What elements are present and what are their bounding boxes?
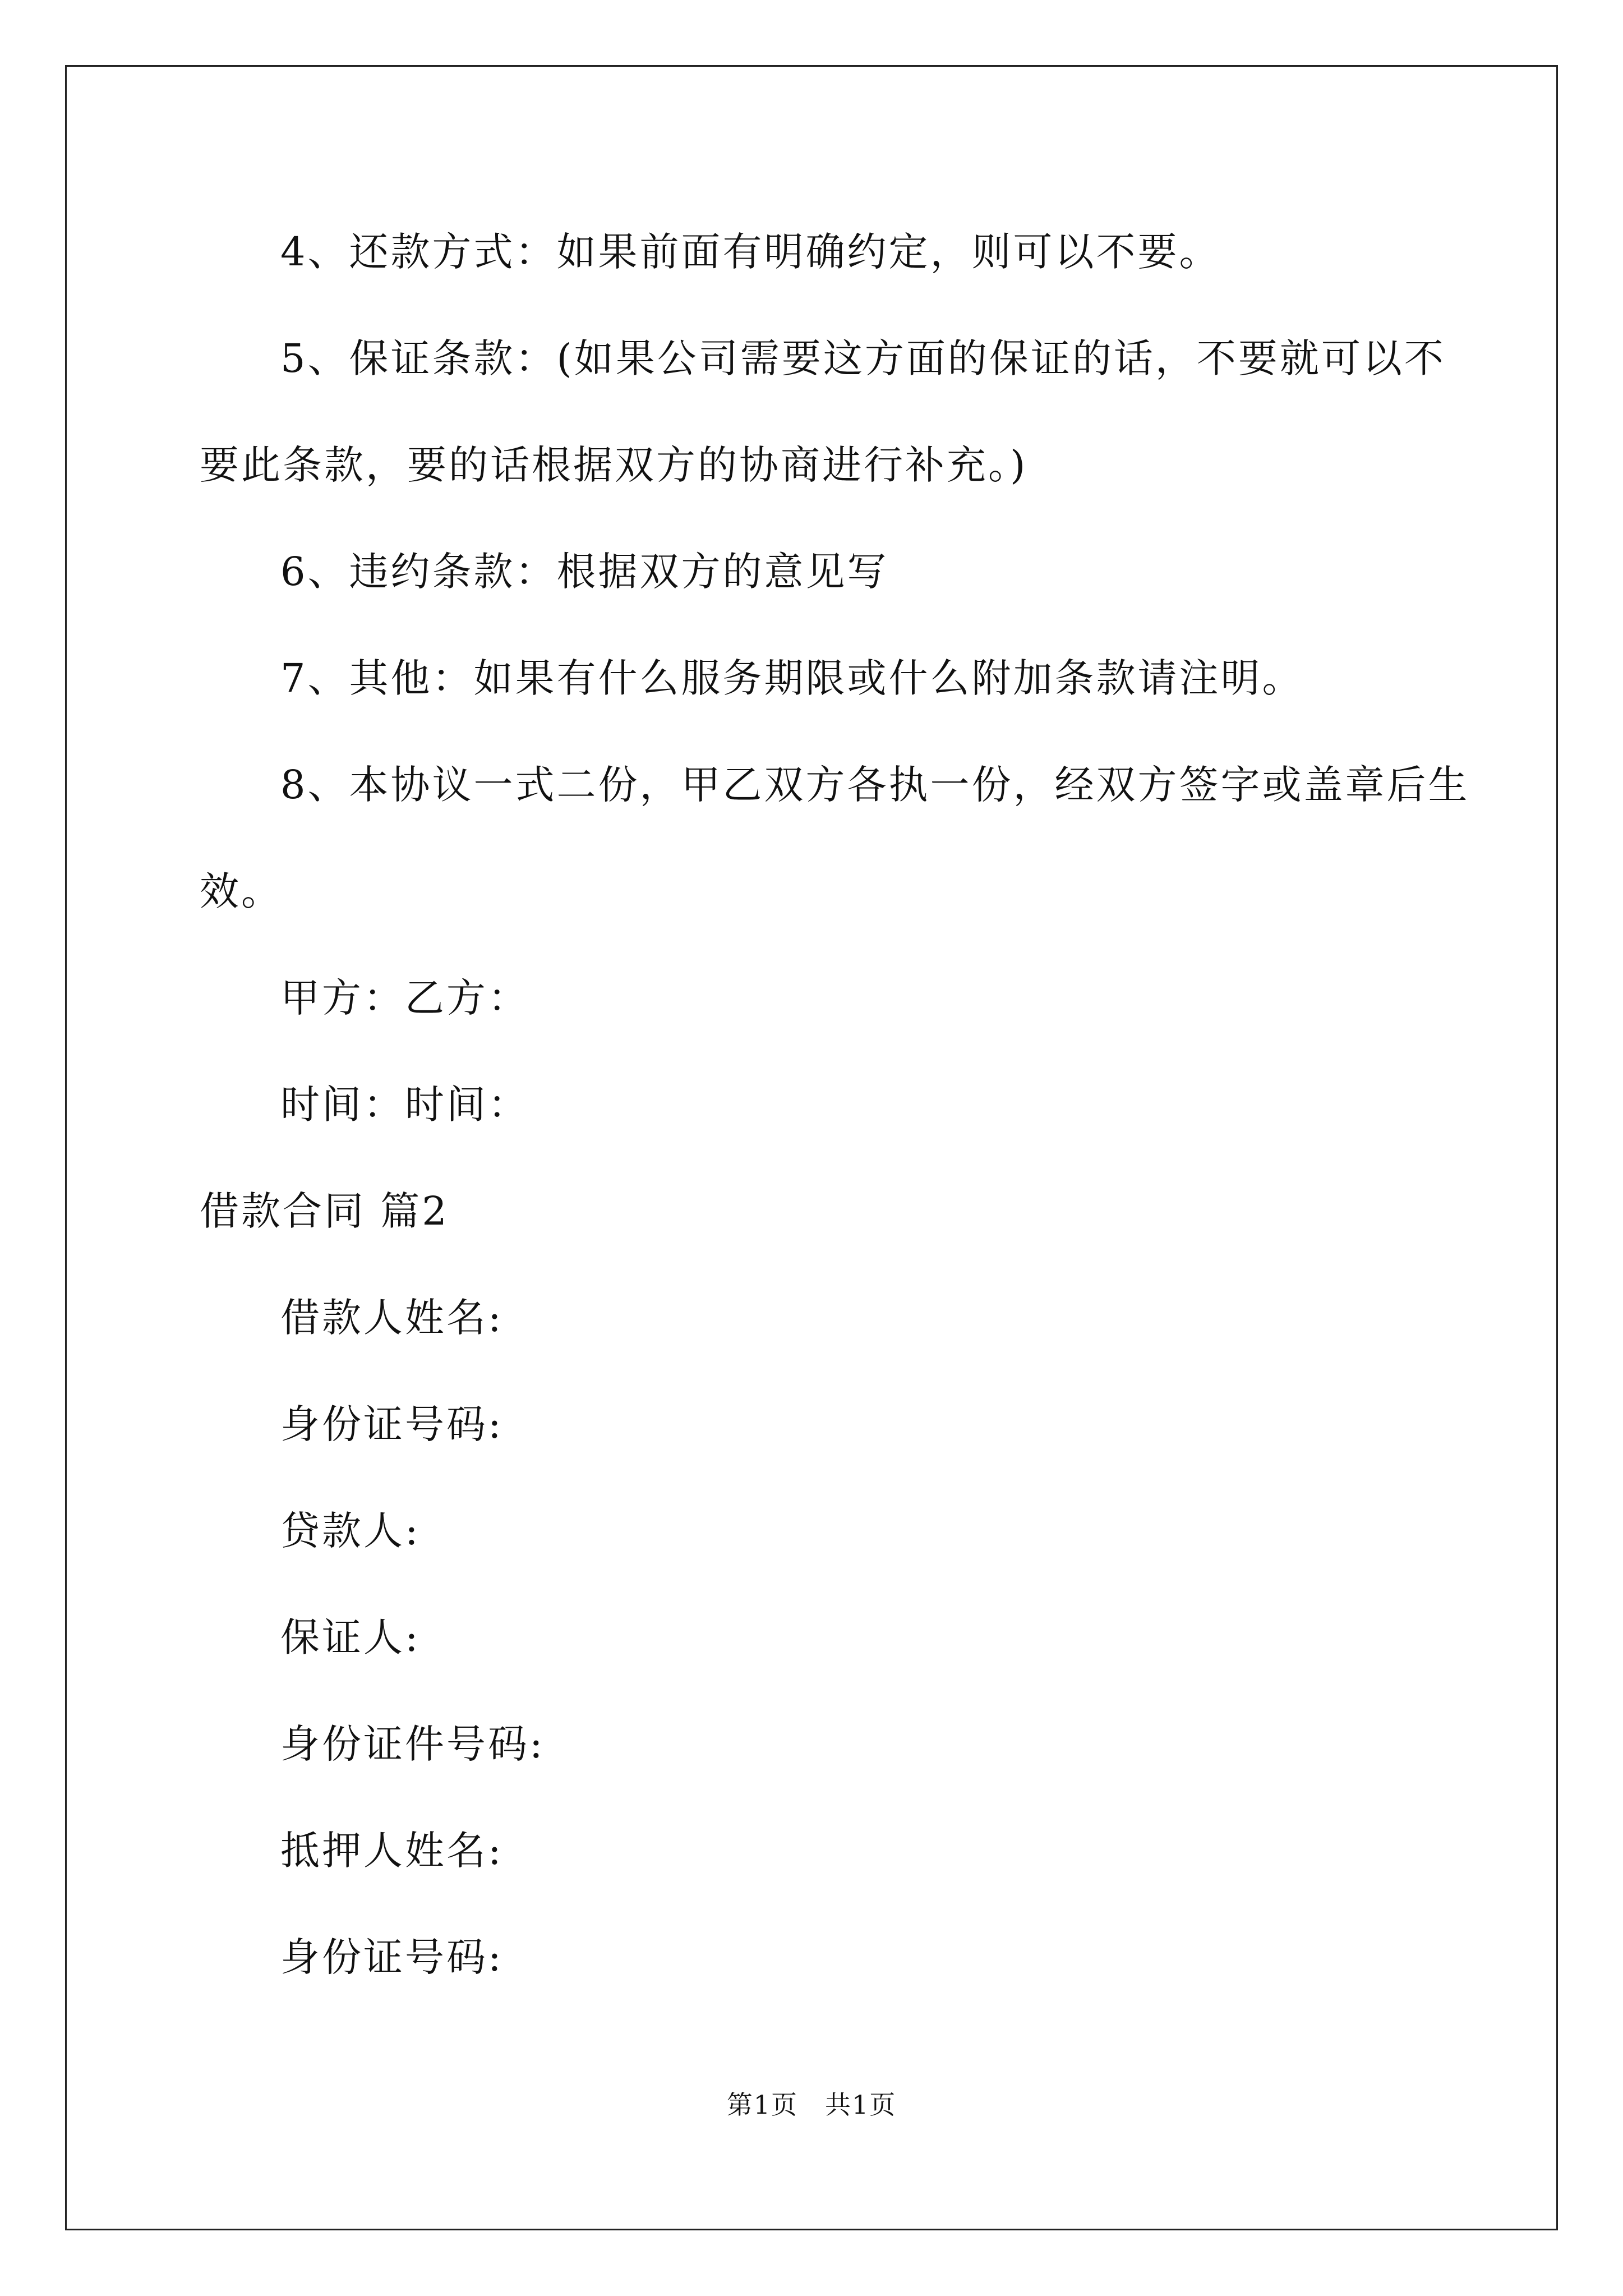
borrower-id-field: 身份证号码: xyxy=(280,1401,504,1447)
clause-7-other: 7、其他：如果有什么服务期限或什么附加条款请注明。 xyxy=(280,655,1304,701)
clause-5-guarantee: 5、保证条款：(如果公司需要这方面的保证的话，不要就可以不 xyxy=(280,335,1446,381)
guarantor-id-field: 身份证件号码: xyxy=(280,1721,545,1767)
guarantor-field: 保证人: xyxy=(280,1614,421,1660)
page-number-footer: 第1页 共1页 xyxy=(726,2090,897,2120)
section-heading: 借款合同 篇2 xyxy=(200,1188,449,1234)
mortgagor-id-field: 身份证号码: xyxy=(280,1934,504,1980)
party-signature-line: 甲方：乙方： xyxy=(280,975,529,1021)
clause-4-repayment: 4、还款方式：如果前面有明确约定，则可以不要。 xyxy=(280,229,1221,275)
clause-8-copies: 8、本协议一式二份，甲乙双方各执一份，经双方签字或盖章后生 xyxy=(280,762,1470,808)
clause-8-copies-cont: 效。 xyxy=(200,868,283,914)
page-frame xyxy=(65,65,1558,2230)
clause-6-breach: 6、违约条款：根据双方的意见写 xyxy=(280,549,889,595)
lender-field: 贷款人: xyxy=(280,1508,421,1554)
clause-5-guarantee-cont: 要此条款，要的话根据双方的协商进行补充。) xyxy=(200,442,1028,488)
borrower-name-field: 借款人姓名: xyxy=(280,1295,504,1341)
date-line: 时间：时间： xyxy=(280,1082,529,1128)
mortgagor-name-field: 抵押人姓名: xyxy=(280,1828,504,1874)
